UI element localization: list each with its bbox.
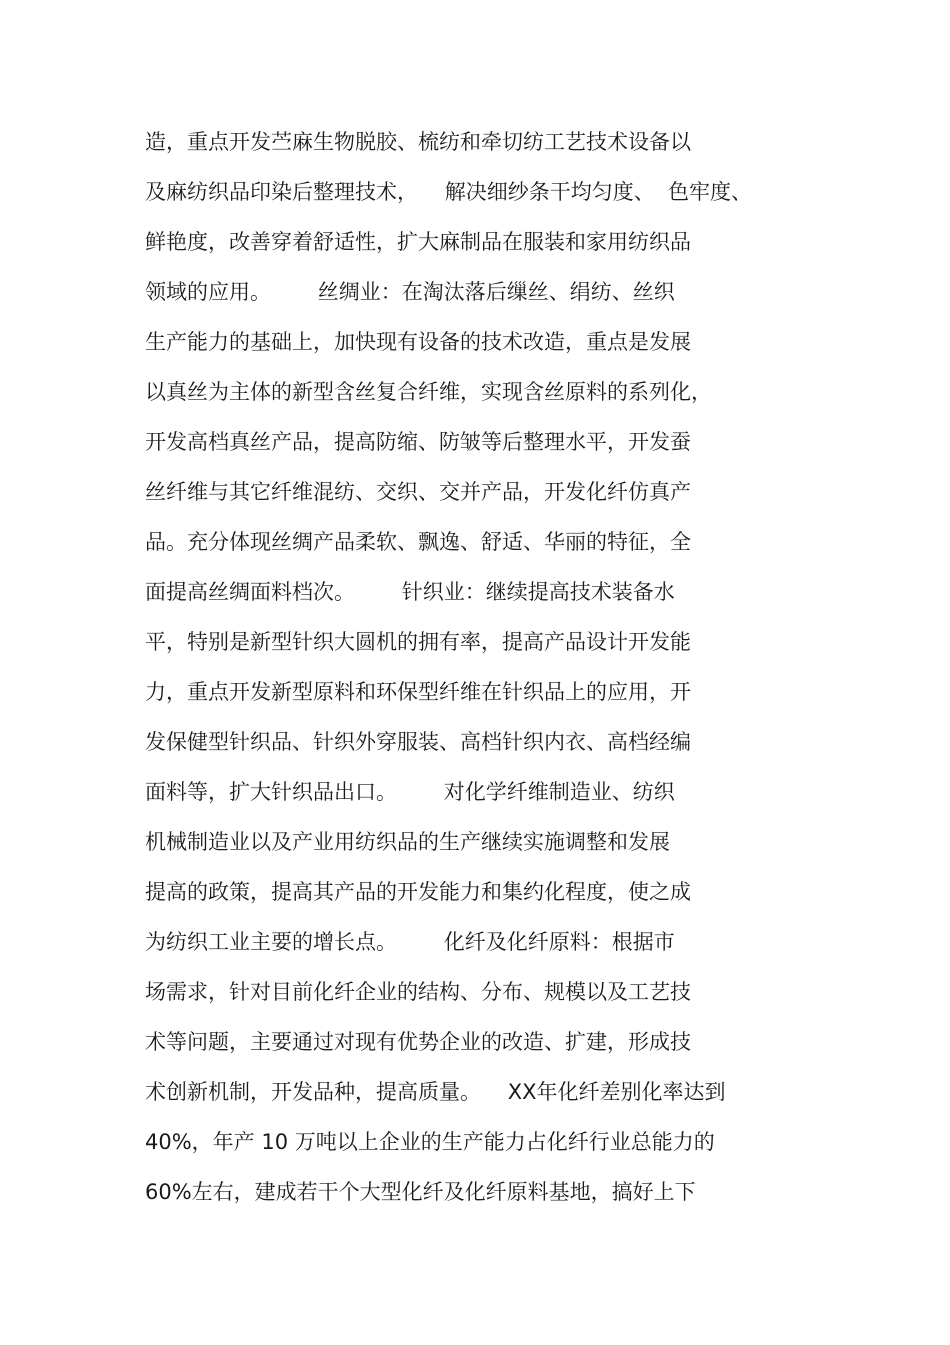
text-line: 力，重点开发新型原料和环保型纤维在针织品上的应用，开 (145, 680, 691, 704)
text-line: 术等问题，主要通过对现有优势企业的改造、扩建，形成技 (145, 1030, 691, 1054)
text-line: 丝纤维与其它纤维混纺、交织、交并产品，开发化纤仿真产 (145, 480, 691, 504)
text-line: 造，重点开发苎麻生物脱胶、梳纺和牵切纺工艺技术设备以 (145, 130, 691, 154)
text-line: 术创新机制，开发品种，提高质量。 XX年化纤差别化率达到 (145, 1080, 726, 1104)
text-line: 40%，年产 10 万吨以上企业的生产能力占化纤行业总能力的 (145, 1130, 715, 1154)
text-line: 提高的政策，提高其产品的开发能力和集约化程度，使之成 (145, 880, 691, 904)
text-line: 品。充分体现丝绸产品柔软、飘逸、舒适、华丽的特征，全 (145, 530, 691, 554)
text-line: 机械制造业以及产业用纺织品的生产继续实施调整和发展 (145, 830, 670, 854)
text-line: 及麻纺织品印染后整理技术， 解决细纱条干均匀度、 色牢度、 (145, 180, 753, 204)
text-line: 为纺织工业主要的增长点。 化纤及化纤原料：根据市 (145, 930, 675, 954)
text-line: 平，特别是新型针织大圆机的拥有率，提高产品设计开发能 (145, 630, 691, 654)
text-line: 以真丝为主体的新型含丝复合纤维，实现含丝原料的系列化， (145, 380, 712, 404)
body-text (145, 122, 835, 1222)
text-line: 60%左右，建成若干个大型化纤及化纤原料基地，搞好上下 (145, 1180, 696, 1204)
text-line: 鲜艳度，改善穿着舒适性，扩大麻制品在服装和家用纺织品 (145, 230, 691, 254)
text-line: 场需求，针对目前化纤企业的结构、分布、规模以及工艺技 (145, 980, 691, 1004)
text-line: 面提高丝绸面料档次。 针织业：继续提高技术装备水 (145, 580, 675, 604)
text-line: 生产能力的基础上，加快现有设备的技术改造，重点是发展 (145, 330, 691, 354)
text-line: 发保健型针织品、针织外穿服装、高档针织内衣、高档经编 (145, 730, 691, 754)
text-line: 开发高档真丝产品，提高防缩、防皱等后整理水平，开发蚕 (145, 430, 691, 454)
text-line: 领域的应用。 丝绸业：在淘汰落后缫丝、绢纺、丝织 (145, 280, 675, 304)
text-line: 面料等，扩大针织品出口。 对化学纤维制造业、纺织 (145, 780, 675, 804)
